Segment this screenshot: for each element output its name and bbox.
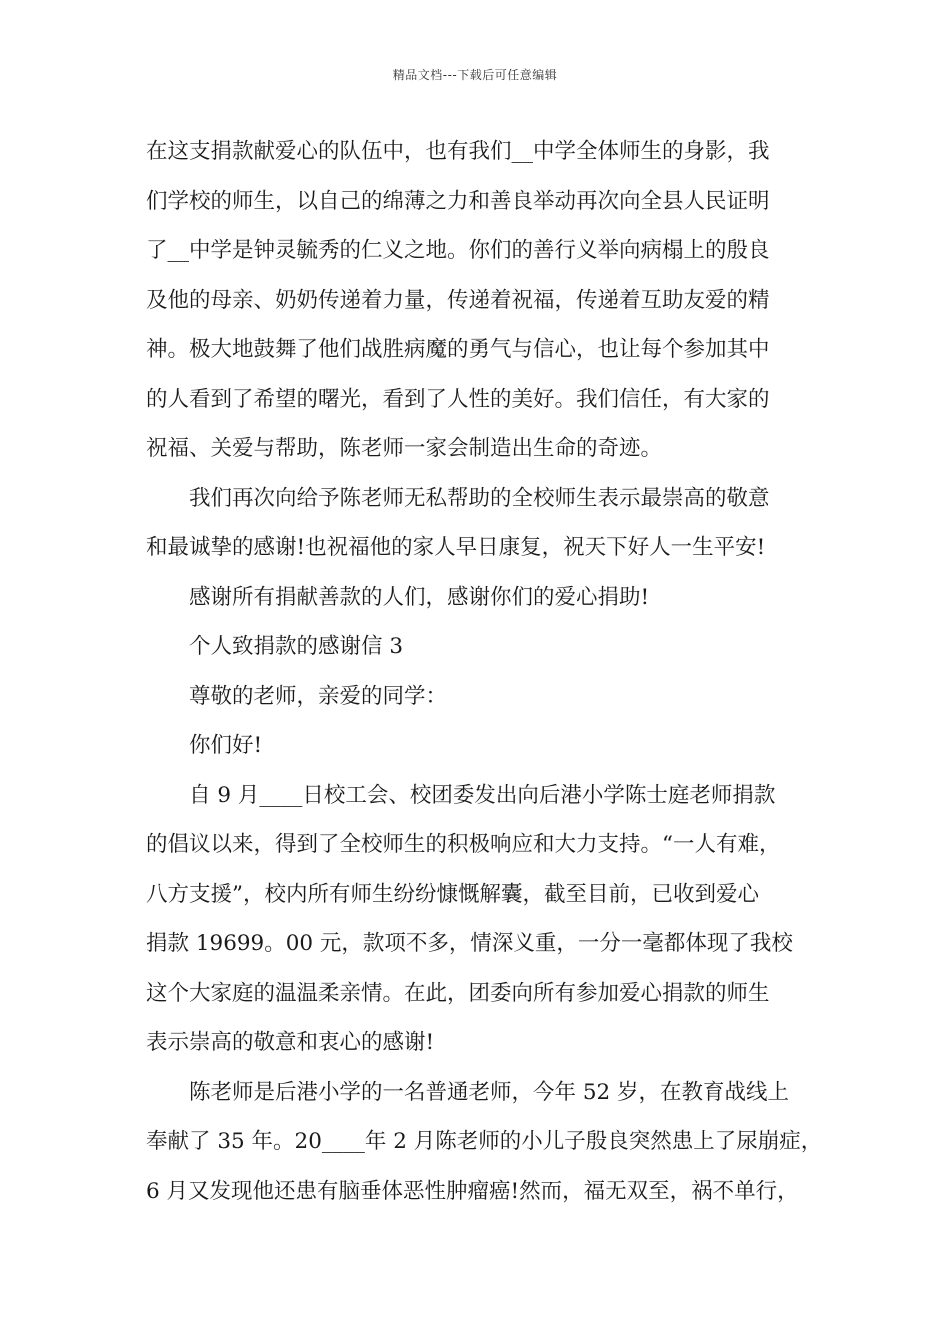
text-line: 在这支捐款献爱心的队伍中，也有我们__中学全体师生的身影，我 <box>146 139 770 164</box>
document-body <box>146 127 836 1216</box>
salutation: 尊敬的老师，亲爱的同学： <box>189 683 448 709</box>
text-line: 的人看到了希望的曙光，看到了人性的美好。我们信任，有大家的 <box>146 386 770 412</box>
text-line: 这个大家庭的温温柔亲情。在此，团委向所有参加爱心捐款的师生 <box>146 980 770 1006</box>
text-line: 6 月又发现他还患有脑垂体恶性肿瘤癌!然而，福无双至，祸不单行， <box>146 1178 799 1204</box>
text-line: 奉献了 35 年。20____年 2 月陈老师的小儿子殷良突然患上了尿崩症， <box>146 1129 823 1154</box>
page-header: 精品文档---下载后可任意编辑 <box>392 68 558 82</box>
text-line: 陈老师是后港小学的一名普通老师，今年 52 岁，在教育战线上 <box>189 1079 790 1105</box>
text-line: 了__中学是钟灵毓秀的仁义之地。你们的善行义举向病榻上的殷良 <box>146 238 770 263</box>
text-line: 捐款 19699。00 元，款项不多，情深义重，一分一毫都体现了我校 <box>146 931 793 956</box>
text-line: 们学校的师生，以自己的绵薄之力和善良举动再次向全县人民证明 <box>146 188 770 214</box>
text-line: 我们再次向给予陈老师无私帮助的全校师生表示最崇高的敬意 <box>189 485 770 511</box>
text-line: 八方支援”，校内所有师生纷纷慷慨解囊，截至目前，已收到爱心 <box>146 881 759 907</box>
text-line: 表示崇高的敬意和衷心的感谢! <box>146 1030 435 1055</box>
text-line: 祝福、关爱与帮助，陈老师一家会制造出生命的奇迹。 <box>146 436 663 461</box>
text-line: 及他的母亲、奶奶传递着力量，传递着祝福，传递着互助友爱的精 <box>146 287 770 313</box>
text-line: 的倡议以来，得到了全校师生的积极响应和大力支持。“一人有难， <box>146 832 781 857</box>
greeting: 你们好! <box>189 733 263 758</box>
text-line: 神。极大地鼓舞了他们战胜病魔的勇气与信心，也让每个参加其中 <box>146 337 770 362</box>
text-line: 自 9 月____日校工会、校团委发出向后港小学陈士庭老师捐款 <box>189 782 776 808</box>
text-line: 和最诚挚的感谢!也祝福他的家人早日康复，祝天下好人一生平安! <box>146 535 766 560</box>
section-title: 个人致捐款的感谢信 3 <box>189 634 404 659</box>
text-line: 感谢所有捐献善款的人们，感谢你们的爱心捐助! <box>189 584 650 610</box>
